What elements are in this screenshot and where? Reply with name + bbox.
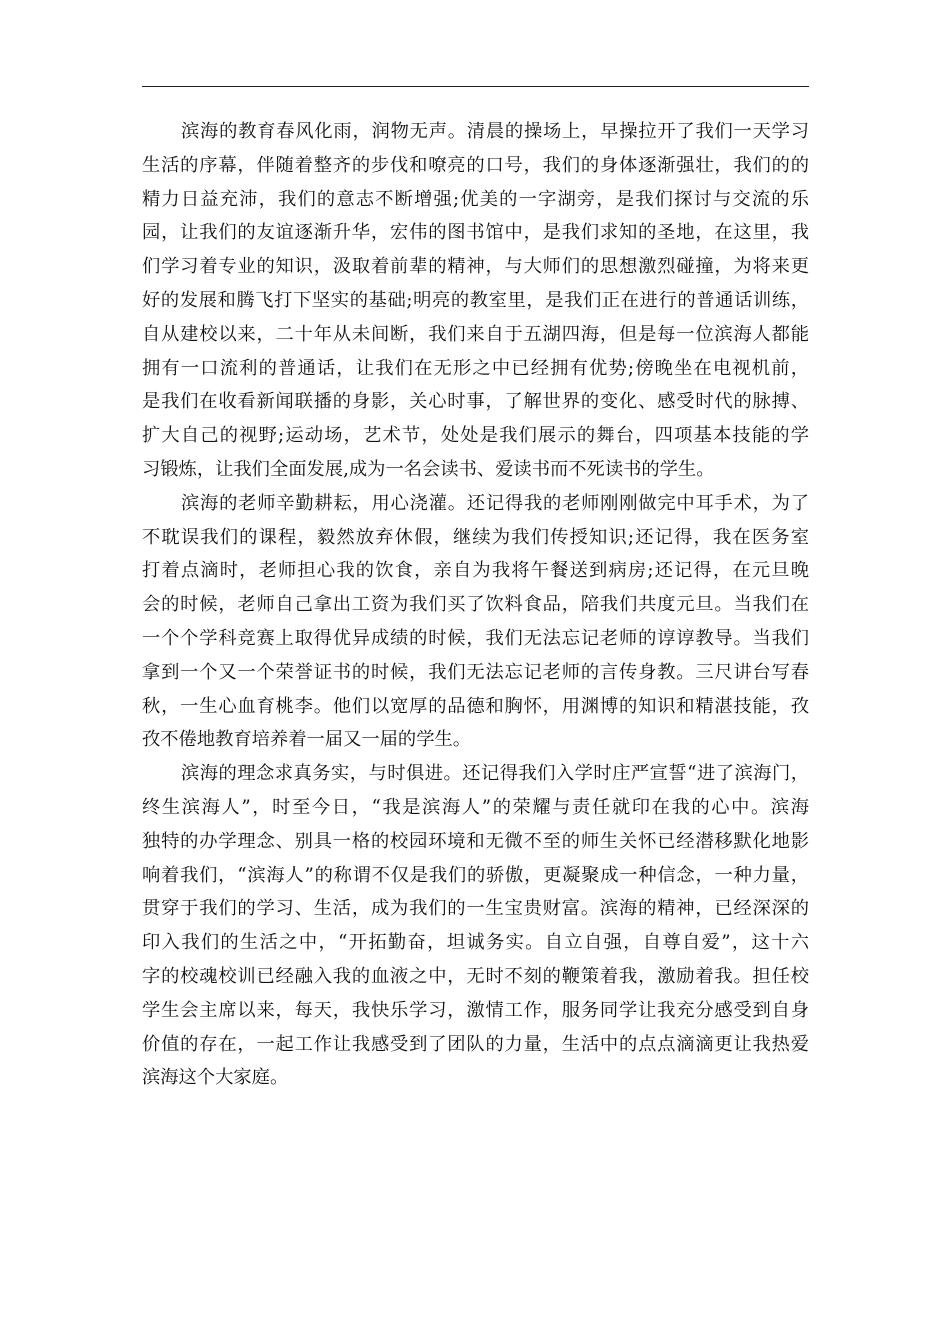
- paragraph: [142, 115, 809, 487]
- text-line: 自从建校以来，二十年从未间断，我们来自于五湖四海，但是每一位滨海人都能: [142, 323, 809, 345]
- text-line: 们学习着专业的知识，汲取着前辈的精神，与大师们的思想激烈碰撞，为将来更: [142, 256, 809, 278]
- text-line: 生活的序幕，伴随着整齐的步伐和嘹亮的口号，我们的身体逐渐强壮，我们的的: [142, 154, 809, 176]
- text-line: 孜不倦地教育培养着一届又一届的学生。: [142, 729, 472, 751]
- document-body: [142, 115, 809, 1095]
- header-rule: [142, 86, 809, 87]
- text-line: 园，让我们的友谊逐渐升华，宏伟的图书馆中，是我们求知的圣地，在这里，我: [142, 222, 809, 244]
- text-line: 终生滨海人”，时至今日，“我是滨海人”的荣耀与责任就印在我的心中。滨海: [142, 796, 809, 818]
- text-line: 印入我们的生活之中，“开拓勤奋，坦诚务实。自立自强，自尊自爱”，这十六: [142, 932, 809, 954]
- text-line: 扩大自己的视野;运动场，艺术节，处处是我们展示的舞台，四项基本技能的学: [142, 425, 809, 447]
- text-line: 贯穿于我们的学习、生活，成为我们的一生宝贵财富。滨海的精神，已经深深的: [142, 898, 809, 920]
- text-line: 滨海的教育春风化雨，润物无声。清晨的操场上，早操拉开了我们一天学习: [181, 121, 809, 142]
- text-line: 习锻炼，让我们全面发展,成为一名会读书、爱读书而不死读书的学生。: [142, 458, 715, 480]
- text-line: 滨海这个大家庭。: [142, 1067, 289, 1089]
- text-line: 滨海的老师辛勤耕耘，用心浇灌。还记得我的老师刚刚做完中耳手术，为了: [181, 492, 809, 514]
- text-line: 好的发展和腾飞打下坚实的基础;明亮的教室里，是我们正在进行的普通话训练，: [142, 289, 809, 311]
- text-line: 独特的办学理念、别具一格的校园环境和无微不至的师生关怀已经潜移默化地影: [142, 830, 809, 852]
- text-line: 价值的存在，一起工作让我感受到了团队的力量，生活中的点点滴滴更让我热爱: [142, 1033, 809, 1055]
- text-line: 一个个学科竞赛上取得优异成绩的时候，我们无法忘记老师的谆谆教导。当我们: [142, 627, 809, 649]
- paragraph: [142, 487, 809, 757]
- text-line: 滨海的理念求真务实，与时俱进。还记得我们入学时庄严宣誓“进了滨海门，: [181, 763, 809, 785]
- paragraph: [142, 757, 809, 1095]
- text-line: 学生会主席以来，每天，我快乐学习，激情工作，服务同学让我充分感受到自身: [142, 999, 809, 1021]
- text-line: 拥有一口流利的普通话，让我们在无形之中已经拥有优势;傍晚坐在电视机前，: [142, 357, 809, 379]
- text-line: 打着点滴时，老师担心我的饮食，亲自为我将午餐送到病房;还记得，在元旦晚: [142, 560, 809, 582]
- text-line: 不耽误我们的课程，毅然放弃休假，继续为我们传授知识;还记得，我在医务室: [142, 526, 809, 548]
- text-line: 字的校魂校训已经融入我的血液之中，无时不刻的鞭策着我，激励着我。担任校: [142, 965, 809, 987]
- text-line: 是我们在收看新闻联播的身影，关心时事，了解世界的变化、感受时代的脉搏、: [142, 391, 809, 413]
- text-line: 响着我们，“滨海人”的称谓不仅是我们的骄傲，更凝聚成一种信念，一种力量，: [142, 864, 809, 886]
- text-line: 会的时候，老师自己拿出工资为我们买了饮料食品，陪我们共度元旦。当我们在: [142, 594, 809, 616]
- text-line: 秋，一生心血育桃李。他们以宽厚的品德和胸怀，用渊博的知识和精湛技能，孜: [142, 695, 809, 717]
- text-line: 拿到一个又一个荣誉证书的时候，我们无法忘记老师的言传身教。三尺讲台写春: [142, 661, 809, 683]
- text-line: 精力日益充沛，我们的意志不断增强;优美的一字湖旁，是我们探讨与交流的乐: [142, 188, 809, 210]
